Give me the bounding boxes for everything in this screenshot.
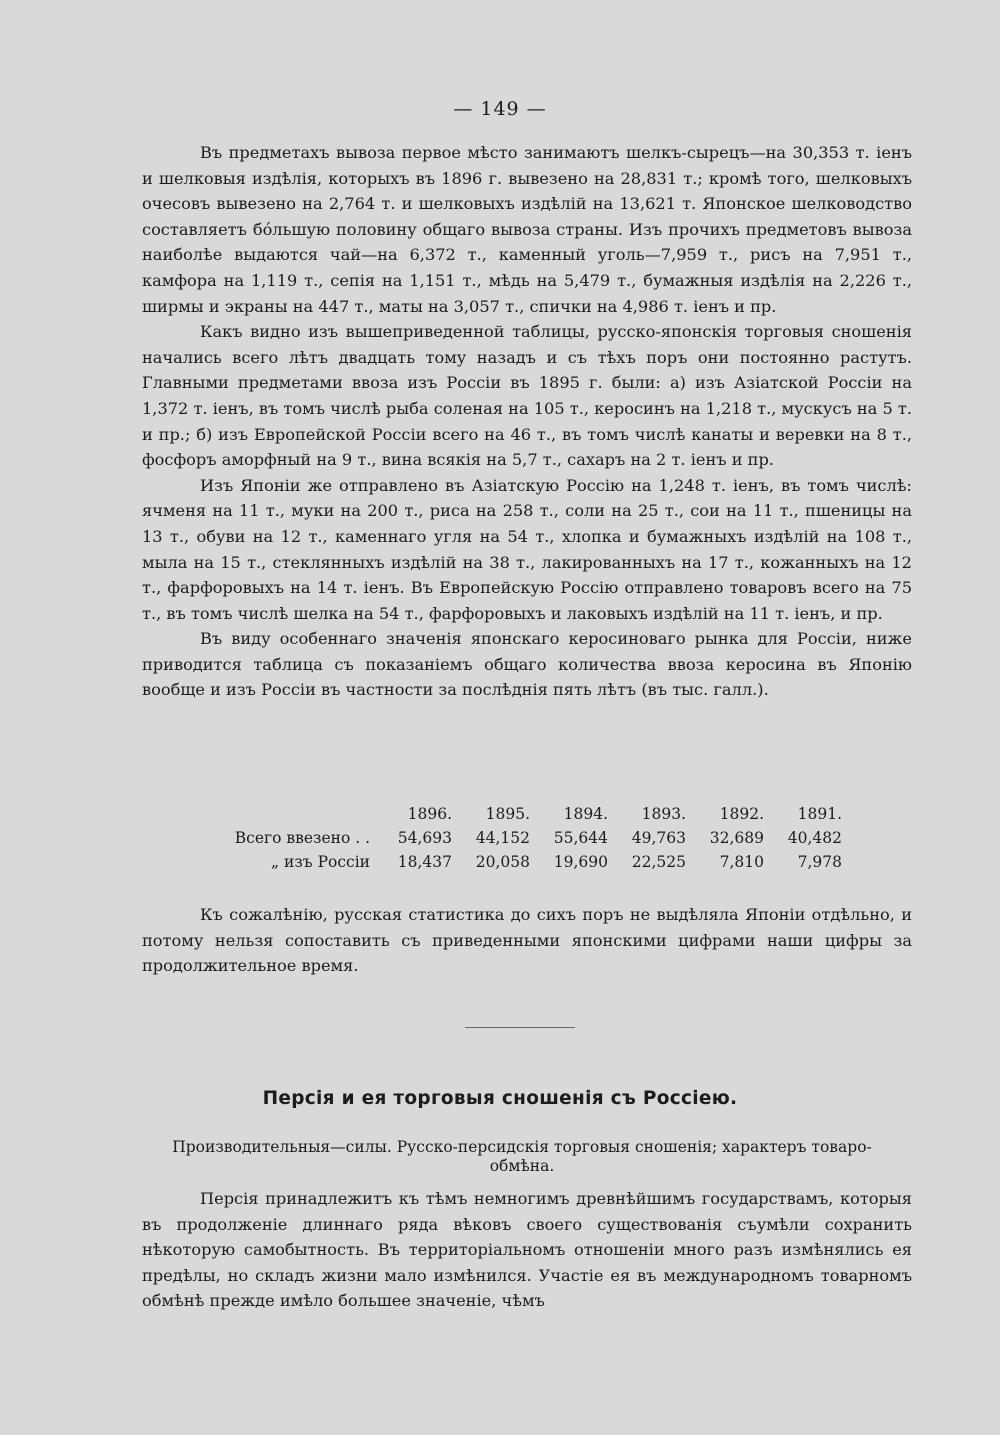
table-cell: 20,058 bbox=[475, 853, 530, 871]
table-year-header: 1896. bbox=[407, 805, 452, 823]
table-cell: 49,763 bbox=[631, 829, 686, 847]
paragraph-kerosene-intro: Въ виду особеннаго значенія японскаго керосиноваго рынка для Россіи, ниже приводится таблица съ показаніемъ общаго количества ввоза керосина въ Японію вообще и изъ Россіи въ частности за послѣднія пять лѣтъ (въ тыс. галл.). bbox=[142, 629, 912, 700]
table-year-header: 1892. bbox=[719, 805, 764, 823]
table-year-header: 1894. bbox=[563, 805, 608, 823]
text-block-persia bbox=[142, 1186, 912, 1314]
table-cell: 19,690 bbox=[553, 853, 608, 871]
table-cell: 7,978 bbox=[797, 853, 842, 871]
paragraph-persia-intro: Персія принадлежитъ къ тѣмъ немногимъ древнѣйшимъ государствамъ, которыя въ продолженіе длиннаго ряда вѣковъ своего существованія съумѣли сохранить нѣкоторую самобытность. Въ территоріальномъ отношеніи много разъ измѣнялись ея предѣлы, но складъ жизни мало измѣнился. Участіе ея въ международномъ товарномъ обмѣнѣ прежде имѣло большее значеніе, чѣмъ bbox=[142, 1189, 912, 1311]
paragraph-statistics-note: Къ сожалѣнію, русская статистика до сихъ поръ не выдѣляла Японіи отдѣльно, и потому нельзя сопоставить съ приведенными японскими цифрами наши цифры за продолжительное время. bbox=[142, 905, 912, 976]
table-year-header: 1891. bbox=[797, 805, 842, 823]
table-row-label: „ изъ Россіи bbox=[271, 853, 370, 871]
kerosene-import-table bbox=[198, 802, 842, 874]
table-year-header: 1895. bbox=[485, 805, 530, 823]
table-header-row bbox=[198, 802, 842, 826]
section-divider bbox=[465, 1027, 575, 1028]
table-cell: 22,525 bbox=[631, 853, 686, 871]
text-block-top bbox=[142, 140, 912, 703]
paragraph-exports-to-russia: Изъ Японіи же отправлено въ Азіатскую Россію на 1,248 т. іенъ, въ томъ числѣ: ячменя на 11 т., муки на 200 т., риса на 258 т., соли на 25 т., сои на 11 т., пшеницы на 13 т., обуви на 12 т., каменнаго угля на 54 т., хлопка и бумажныхъ издѣлій на 108 т., мыла на 15 т., стеклянныхъ издѣлій на 38 т., лакированныхъ на 17 т., кожанныхъ на 12 т., фарфоровыхъ на 14 т. іенъ. Въ Европейскую Россію отправлено товаровъ всего на 75 т., въ томъ числѣ шелка на 54 т., фарфоровыхъ и лаковыхъ издѣлій на 11 т. іенъ, и пр. bbox=[142, 475, 912, 623]
table-row bbox=[198, 850, 842, 874]
paragraph-russo-japanese-trade: Какъ видно изъ вышеприведенной таблицы, русско-японскія торговыя сношенія начались всего лѣтъ двадцать тому назадъ и съ тѣхъ поръ они постоянно растутъ. Главными предметами ввоза изъ Россіи въ 1895 г. были: а) изъ Азіатской Россіи на 1,372 т. іенъ, въ томъ числѣ рыба соленая на 105 т., керосинъ на 1,218 т., мускусъ на 5 т. и пр.; б) изъ Европейской Россіи всего на 46 т., въ томъ числѣ канаты и веревки на 8 т., фосфоръ аморфный на 9 т., вина всякія на 5,7 т., сахаръ на 2 т. іенъ и пр. bbox=[142, 322, 913, 470]
table-cell: 32,689 bbox=[709, 829, 764, 847]
text-block-after-table bbox=[142, 902, 912, 979]
table-cell: 7,810 bbox=[719, 853, 764, 871]
section-subtitle: Производительныя—силы. Русско-персидскія торговыя сношенія; характеръ товаро-обмѣна. bbox=[172, 1138, 872, 1175]
table-row-label: Всего ввезено . . bbox=[234, 829, 370, 847]
table-year-header: 1893. bbox=[641, 805, 686, 823]
table-cell: 54,693 bbox=[397, 829, 452, 847]
kerosene-import-table-area bbox=[142, 802, 912, 874]
page-number: — 149 — bbox=[453, 98, 547, 120]
paragraph-exports: Въ предметахъ вывоза первое мѣсто занимаютъ шелкъ-сырецъ—на 30,353 т. іенъ и шелковыя издѣлія, которыхъ въ 1896 г. вывезено на 28,831 т.; кромѣ того, шелковыхъ очесовъ вывезено на 2,764 т. и шелковыхъ издѣлій на 13,621 т. Японское шелководство составляетъ бо́льшую половину общаго вывоза страны. Изъ прочихъ предметовъ вывоза наиболѣе выдаются чай—на 6,372 т., каменный уголь—7,959 т., рисъ на 7,951 т., камфора на 1,119 т., сепія на 1,151 т., мѣдь на 5,479 т., бумажныя издѣлія на 2,226 т., ширмы и экраны на 447 т., маты на 3,057 т., спички на 4,986 т. іенъ и пр. bbox=[142, 143, 912, 316]
table-cell: 40,482 bbox=[787, 829, 842, 847]
table-cell: 55,644 bbox=[553, 829, 608, 847]
table-corner bbox=[198, 802, 374, 826]
table-row bbox=[198, 826, 842, 850]
table-cell: 44,152 bbox=[475, 829, 530, 847]
section-title: Персія и ея торговыя сношенія съ Россіею. bbox=[262, 1088, 738, 1109]
table-cell: 18,437 bbox=[397, 853, 452, 871]
